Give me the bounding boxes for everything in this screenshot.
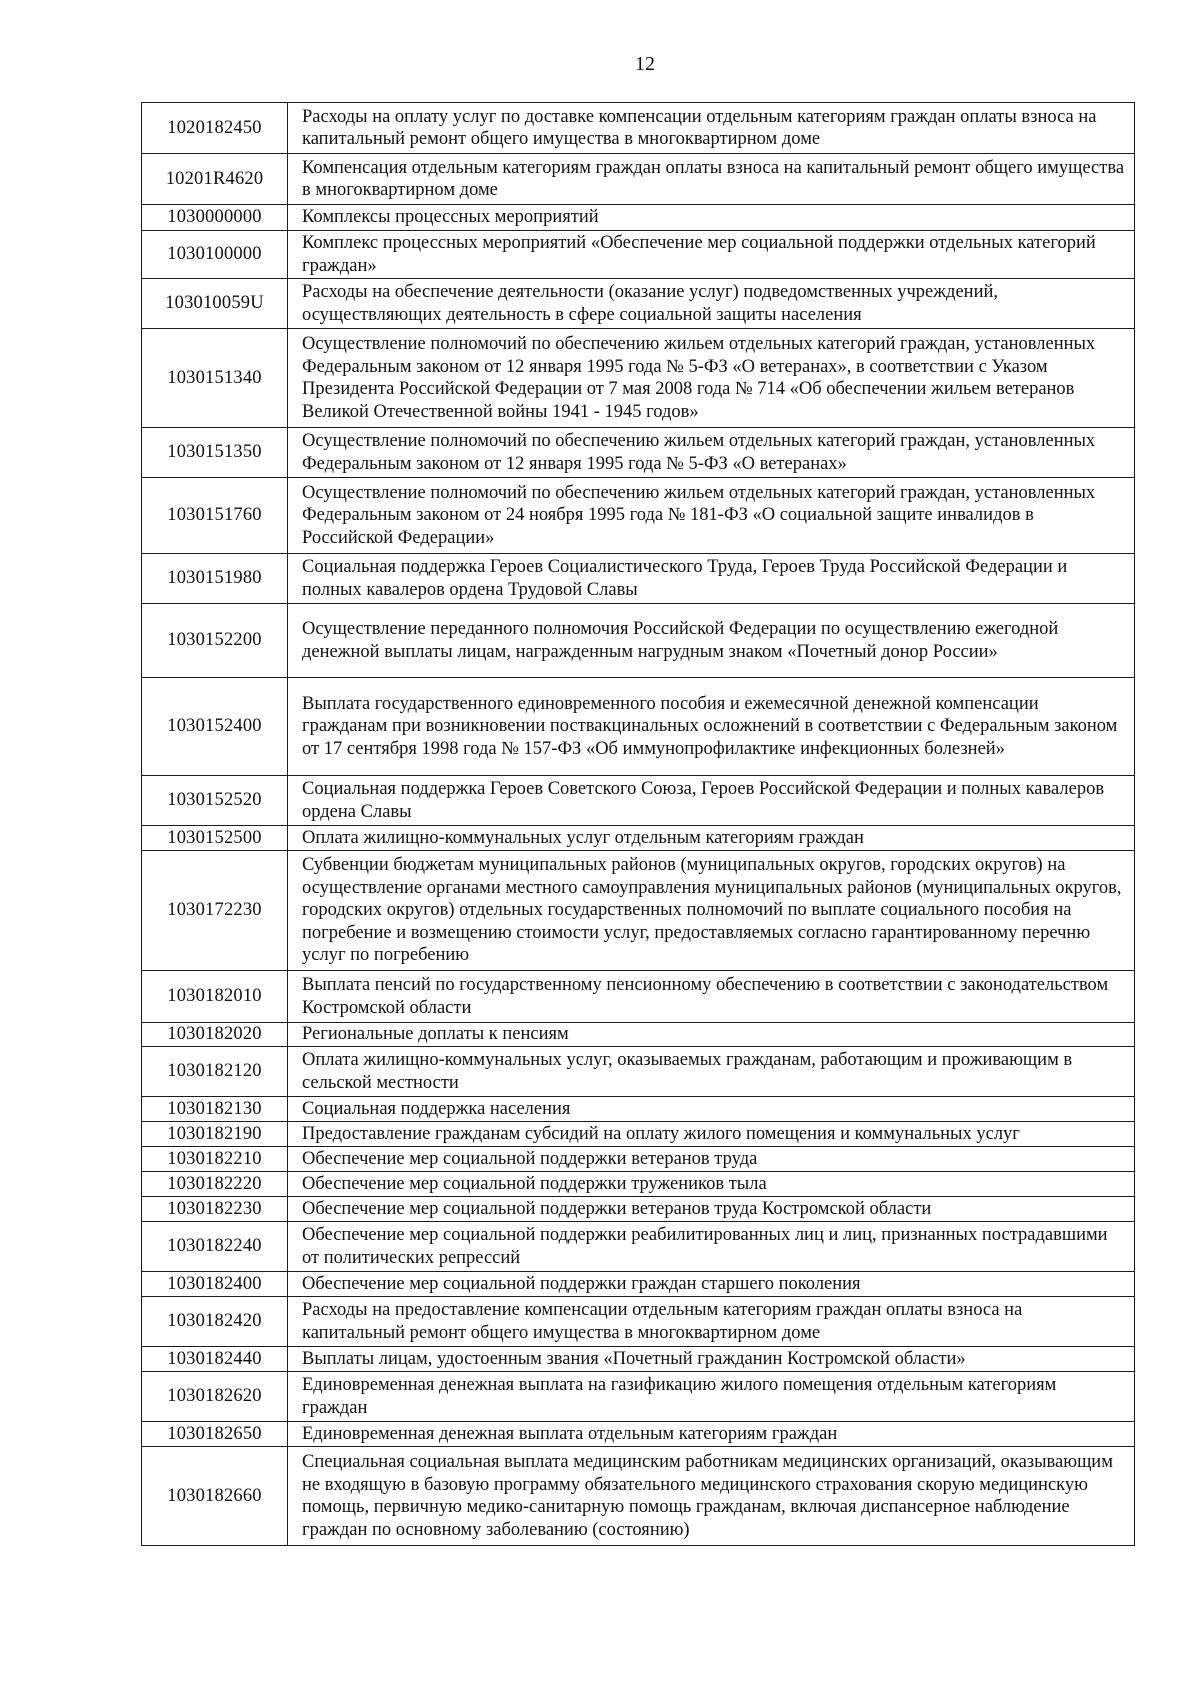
table-row xyxy=(142,1147,1135,1172)
table-row xyxy=(142,1297,1135,1347)
table-row xyxy=(142,554,1135,604)
table-row xyxy=(142,1047,1135,1097)
description-cell: Оплата жилищно-коммунальных услуг, оказываемых гражданам, работающим и проживающим в сельской местности xyxy=(288,1047,1135,1097)
budget-code-table xyxy=(141,102,1135,1546)
table-row xyxy=(142,1447,1135,1546)
code-cell: 1030152520 xyxy=(142,776,288,826)
description-cell: Комплекс процессных мероприятий «Обеспечение мер социальной поддержки отдельных категорий граждан» xyxy=(288,231,1135,279)
code-cell: 1030182620 xyxy=(142,1372,288,1422)
code-cell: 1030182020 xyxy=(142,1023,288,1047)
table-row xyxy=(142,103,1135,154)
description-cell: Специальная социальная выплата медицинским работникам медицинских организаций, оказывающим не входящую в базовую программу обязательного медицинского страхования скорую медицинскую помощь, первичную медико-санитарную помощь гражданам, включая диспансерное наблюдение граждан по основному заболеванию (состоянию) xyxy=(288,1447,1135,1546)
description-cell: Социальная поддержка населения xyxy=(288,1097,1135,1122)
table-row xyxy=(142,1347,1135,1372)
page-number: 12 xyxy=(635,53,655,75)
description-cell: Осуществление полномочий по обеспечению жильем отдельных категорий граждан, установленных Федеральным законом от 24 ноября 1995 года № 181-ФЗ «О социальной защите инвалидов в Российской Федерации» xyxy=(288,478,1135,554)
code-cell: 1030182210 xyxy=(142,1147,288,1172)
code-cell: 1030182440 xyxy=(142,1347,288,1372)
description-cell: Комплексы процессных мероприятий xyxy=(288,205,1135,231)
description-cell: Осуществление полномочий по обеспечению жильем отдельных категорий граждан, установленных Федеральным законом от 12 января 1995 года № 5-ФЗ «О ветеранах», в соответствии с Указом Президента Российской Федерации от 7 мая 2008 года № 714 «Об обеспечении жильем ветеранов Великой Отечественной войны 1941 - 1945 годов» xyxy=(288,329,1135,428)
description-cell: Социальная поддержка Героев Социалистического Труда, Героев Труда Российской Федерации и полных кавалеров ордена Трудовой Славы xyxy=(288,554,1135,604)
description-cell: Региональные доплаты к пенсиям xyxy=(288,1023,1135,1047)
table-row xyxy=(142,279,1135,329)
description-cell: Компенсация отдельным категориям граждан оплаты взноса на капитальный ремонт общего имущества в многоквартирном доме xyxy=(288,154,1135,205)
description-cell: Выплаты лицам, удостоенным звания «Почетный гражданин Костромской области» xyxy=(288,1347,1135,1372)
code-cell: 1030152400 xyxy=(142,678,288,776)
code-cell: 1030151980 xyxy=(142,554,288,604)
table-row xyxy=(142,231,1135,279)
code-cell: 1030151340 xyxy=(142,329,288,428)
code-cell: 103010059U xyxy=(142,279,288,329)
description-cell: Расходы на предоставление компенсации отдельным категориям граждан оплаты взноса на капитальный ремонт общего имущества в многоквартирном доме xyxy=(288,1297,1135,1347)
code-cell: 1030182660 xyxy=(142,1447,288,1546)
table-row xyxy=(142,1122,1135,1147)
description-cell: Обеспечение мер социальной поддержки граждан старшего поколения xyxy=(288,1272,1135,1297)
description-cell: Расходы на оплату услуг по доставке компенсации отдельным категориям граждан оплаты взноса на капитальный ремонт общего имущества в многоквартирном доме xyxy=(288,103,1135,154)
table-row xyxy=(142,604,1135,678)
code-cell: 1030172230 xyxy=(142,851,288,971)
code-cell: 1030182400 xyxy=(142,1272,288,1297)
code-cell: 1030000000 xyxy=(142,205,288,231)
code-cell: 1030182130 xyxy=(142,1097,288,1122)
table-row xyxy=(142,1172,1135,1197)
code-cell: 1030182650 xyxy=(142,1422,288,1447)
description-cell: Социальная поддержка Героев Советского Союза, Героев Российской Федерации и полных кавалеров ордена Славы xyxy=(288,776,1135,826)
table-row xyxy=(142,478,1135,554)
description-cell: Выплата государственного единовременного пособия и ежемесячной денежной компенсации гражданам при возникновении поствакцинальных осложнений в соответствии с Федеральным законом от 17 сентября 1998 года № 157-ФЗ «Об иммунопрофилактике инфекционных болезней» xyxy=(288,678,1135,776)
description-cell: Обеспечение мер социальной поддержки тружеников тыла xyxy=(288,1172,1135,1197)
description-cell: Осуществление переданного полномочия Российской Федерации по осуществлению ежегодной денежной выплаты лицам, награжденным нагрудным знаком «Почетный донор России» xyxy=(288,604,1135,678)
code-cell: 1030100000 xyxy=(142,231,288,279)
description-cell: Обеспечение мер социальной поддержки ветеранов труда xyxy=(288,1147,1135,1172)
description-cell: Единовременная денежная выплата на газификацию жилого помещения отдельным категориям граждан xyxy=(288,1372,1135,1422)
table-row xyxy=(142,678,1135,776)
table-row xyxy=(142,1097,1135,1122)
table-row xyxy=(142,1272,1135,1297)
table-row xyxy=(142,1197,1135,1222)
description-cell: Субвенции бюджетам муниципальных районов (муниципальных округов, городских округов) на осуществление органами местного самоуправления муниципальных районов (муниципальных округов, городских округов) отдельных государственных полномочий по выплате социального пособия на погребение и возмещению стоимости услуг, предоставляемых согласно гарантированному перечню услуг по погребению xyxy=(288,851,1135,971)
code-cell: 1030151760 xyxy=(142,478,288,554)
code-cell: 10201R4620 xyxy=(142,154,288,205)
description-cell: Предоставление гражданам субсидий на оплату жилого помещения и коммунальных услуг xyxy=(288,1122,1135,1147)
description-cell: Единовременная денежная выплата отдельным категориям граждан xyxy=(288,1422,1135,1447)
table-row xyxy=(142,1422,1135,1447)
description-cell: Осуществление полномочий по обеспечению жильем отдельных категорий граждан, установленных Федеральным законом от 12 января 1995 года № 5-ФЗ «О ветеранах» xyxy=(288,428,1135,478)
code-cell: 1030182420 xyxy=(142,1297,288,1347)
code-cell: 1020182450 xyxy=(142,103,288,154)
table-row xyxy=(142,1023,1135,1047)
code-cell: 1030182010 xyxy=(142,971,288,1023)
description-cell: Обеспечение мер социальной поддержки реабилитированных лиц и лиц, признанных пострадавшими от политических репрессий xyxy=(288,1222,1135,1272)
table-row xyxy=(142,851,1135,971)
description-cell: Расходы на обеспечение деятельности (оказание услуг) подведомственных учреждений, осуществляющих деятельность в сфере социальной защиты населения xyxy=(288,279,1135,329)
table-row xyxy=(142,428,1135,478)
table-row xyxy=(142,1372,1135,1422)
table-row xyxy=(142,329,1135,428)
table-row xyxy=(142,971,1135,1023)
table-row xyxy=(142,1222,1135,1272)
description-cell: Выплата пенсий по государственному пенсионному обеспечению в соответствии с законодательством Костромской области xyxy=(288,971,1135,1023)
code-cell: 1030152200 xyxy=(142,604,288,678)
table-row xyxy=(142,826,1135,851)
code-cell: 1030182240 xyxy=(142,1222,288,1272)
code-cell: 1030182190 xyxy=(142,1122,288,1147)
description-cell: Оплата жилищно-коммунальных услуг отдельным категориям граждан xyxy=(288,826,1135,851)
code-cell: 1030152500 xyxy=(142,826,288,851)
table-row xyxy=(142,205,1135,231)
table-row xyxy=(142,154,1135,205)
code-cell: 1030182230 xyxy=(142,1197,288,1222)
code-cell: 1030182220 xyxy=(142,1172,288,1197)
description-cell: Обеспечение мер социальной поддержки ветеранов труда Костромской области xyxy=(288,1197,1135,1222)
table-row xyxy=(142,776,1135,826)
code-cell: 1030151350 xyxy=(142,428,288,478)
code-cell: 1030182120 xyxy=(142,1047,288,1097)
